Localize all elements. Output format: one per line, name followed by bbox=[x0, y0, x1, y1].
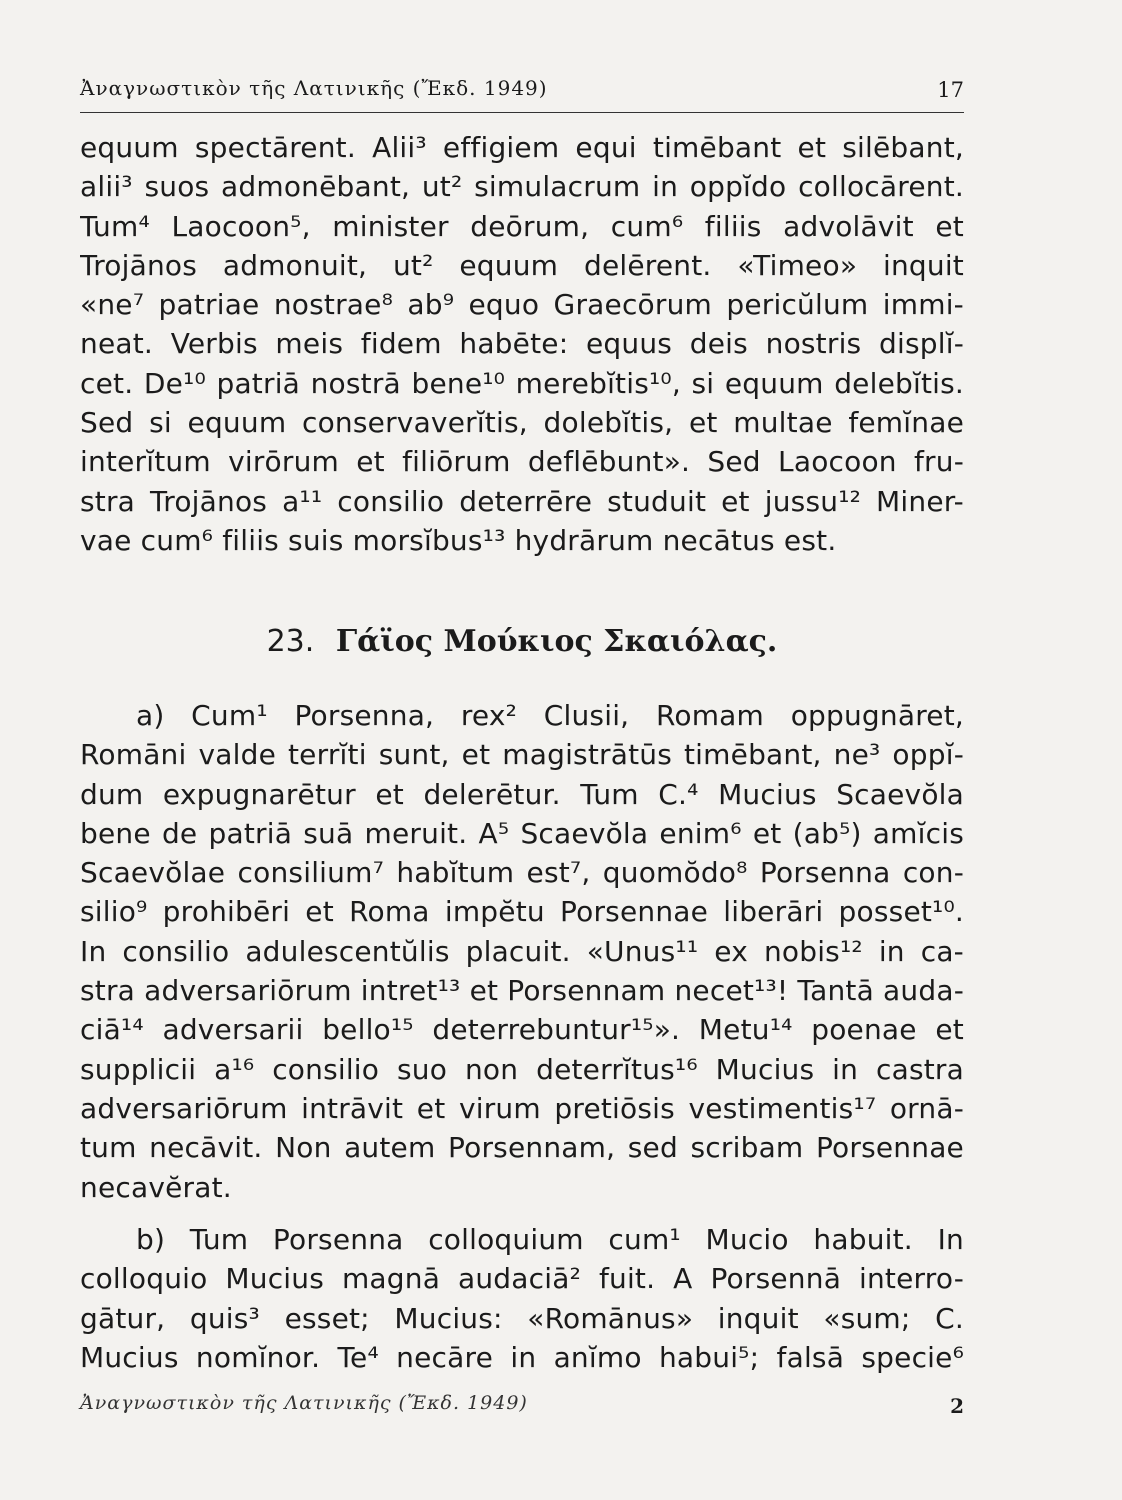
text-line: Scaevŏlae consilium⁷ habĭtum est⁷, quomŏdo⁸ Porsenna con- bbox=[80, 856, 964, 890]
text-line: a) Cum¹ Porsenna, rex² Clusii, Romam oppugnāret, bbox=[136, 699, 964, 732]
text-line: neat. Verbis meis fidem habēte: equus deis nostris displĭ- bbox=[80, 327, 964, 361]
text-line: dum expugnarētur et delerētur. Tum C.⁴ Mucius Scaevŏla bbox=[80, 777, 964, 811]
text-line: alii³ suos admonēbant, ut² simulacrum in oppĭdo collocārent. bbox=[80, 170, 964, 204]
text-line: Mucius nomĭnor. Te⁴ necāre in anĭmo habui⁵; falsā specie⁶ bbox=[80, 1340, 964, 1374]
text-line: Trojānos admonuit, ut² equum delērent. «Timeo» inquit bbox=[80, 248, 964, 282]
text-line: Tum⁴ Laocoon⁵, minister deōrum, cum⁶ filiis advolāvit et bbox=[80, 209, 964, 243]
running-head bbox=[80, 72, 964, 113]
sheet-number: 2 bbox=[950, 1394, 964, 1418]
text-line: equum spectārent. Alii³ effigiem equi timēbant et silēbant, bbox=[80, 131, 964, 164]
page-number: 17 bbox=[937, 78, 964, 102]
section-heading bbox=[80, 620, 964, 664]
text-line: stra Trojānos a¹¹ consilio deterrēre studuit et jussu¹² Miner- bbox=[80, 484, 964, 518]
text-line: b) Tum Porsenna colloquium cum¹ Mucio habuit. In bbox=[136, 1223, 964, 1256]
text-line: Romāni valde terrĭti sunt, et magistrātūs timēbant, ne³ oppĭ- bbox=[80, 738, 964, 772]
text-line: vae cum⁶ filiis suis morsĭbus¹³ hydrārum necātus est. bbox=[80, 523, 837, 557]
paragraph-b bbox=[80, 1220, 964, 1377]
text-line: necavĕrat. bbox=[80, 1170, 232, 1204]
text-line: ciā¹⁴ adversarii bello¹⁵ deterrebuntur¹⁵». Metu¹⁴ poenae et bbox=[80, 1013, 964, 1047]
text-line: gātur, quis³ esset; Mucius: «Romānus» inquit «sum; C. bbox=[80, 1301, 964, 1335]
paragraph-a bbox=[80, 696, 964, 1207]
text-line: tum necāvit. Non autem Porsennam, sed scribam Porsennae bbox=[80, 1131, 964, 1165]
text-line: silio⁹ prohibēri et Roma impĕtu Porsennae liberāri posset¹⁰. bbox=[80, 895, 964, 929]
section-number: 23. bbox=[266, 624, 315, 659]
text-line: In consilio adulescentŭlis placuit. «Unus¹¹ ex nobis¹² in ca- bbox=[80, 934, 964, 968]
text-line: interĭtum virōrum et filiōrum deflēbunt». Sed Laocoon fru- bbox=[80, 445, 964, 479]
text-line: Sed si equum conservaverĭtis, dolebĭtis, et multae femĭnae bbox=[80, 406, 964, 440]
text-line: bene de patriā suā meruit. A⁵ Scaevŏla enim⁶ et (ab⁵) amĭcis bbox=[80, 816, 964, 850]
paragraph-laocoon bbox=[80, 128, 964, 560]
text-line: colloquio Mucius magnā audaciā² fuit. A Porsennā interro- bbox=[80, 1262, 964, 1296]
section-title: Γάϊος Μούκιος Σκαιόλας. bbox=[335, 624, 778, 659]
text-line: adversariōrum intrāvit et virum pretiōsis vestimentis¹⁷ ornā- bbox=[80, 1091, 964, 1125]
running-title: Ἀναγνωστικὸν τῆς Λατινικῆς (Ἔκδ. 1949) bbox=[80, 76, 548, 100]
text-line: supplicii a¹⁶ consilio suo non deterrĭtus¹⁶ Mucius in castra bbox=[80, 1052, 964, 1086]
footer-signature: Ἀναγνωστικὸν τῆς Λατινικῆς (Ἔκδ. 1949) bbox=[80, 1392, 528, 1414]
text-line: stra adversariōrum intret¹³ et Porsennam necet¹³! Tantā auda- bbox=[80, 974, 964, 1008]
text-line: «ne⁷ patriae nostrae⁸ ab⁹ equo Graecōrum pericŭlum immi- bbox=[80, 288, 964, 322]
page-footer bbox=[80, 1388, 964, 1424]
text-line: cet. De¹⁰ patriā nostrā bene¹⁰ merebĭtis¹⁰, si equum delebĭtis. bbox=[80, 366, 964, 400]
